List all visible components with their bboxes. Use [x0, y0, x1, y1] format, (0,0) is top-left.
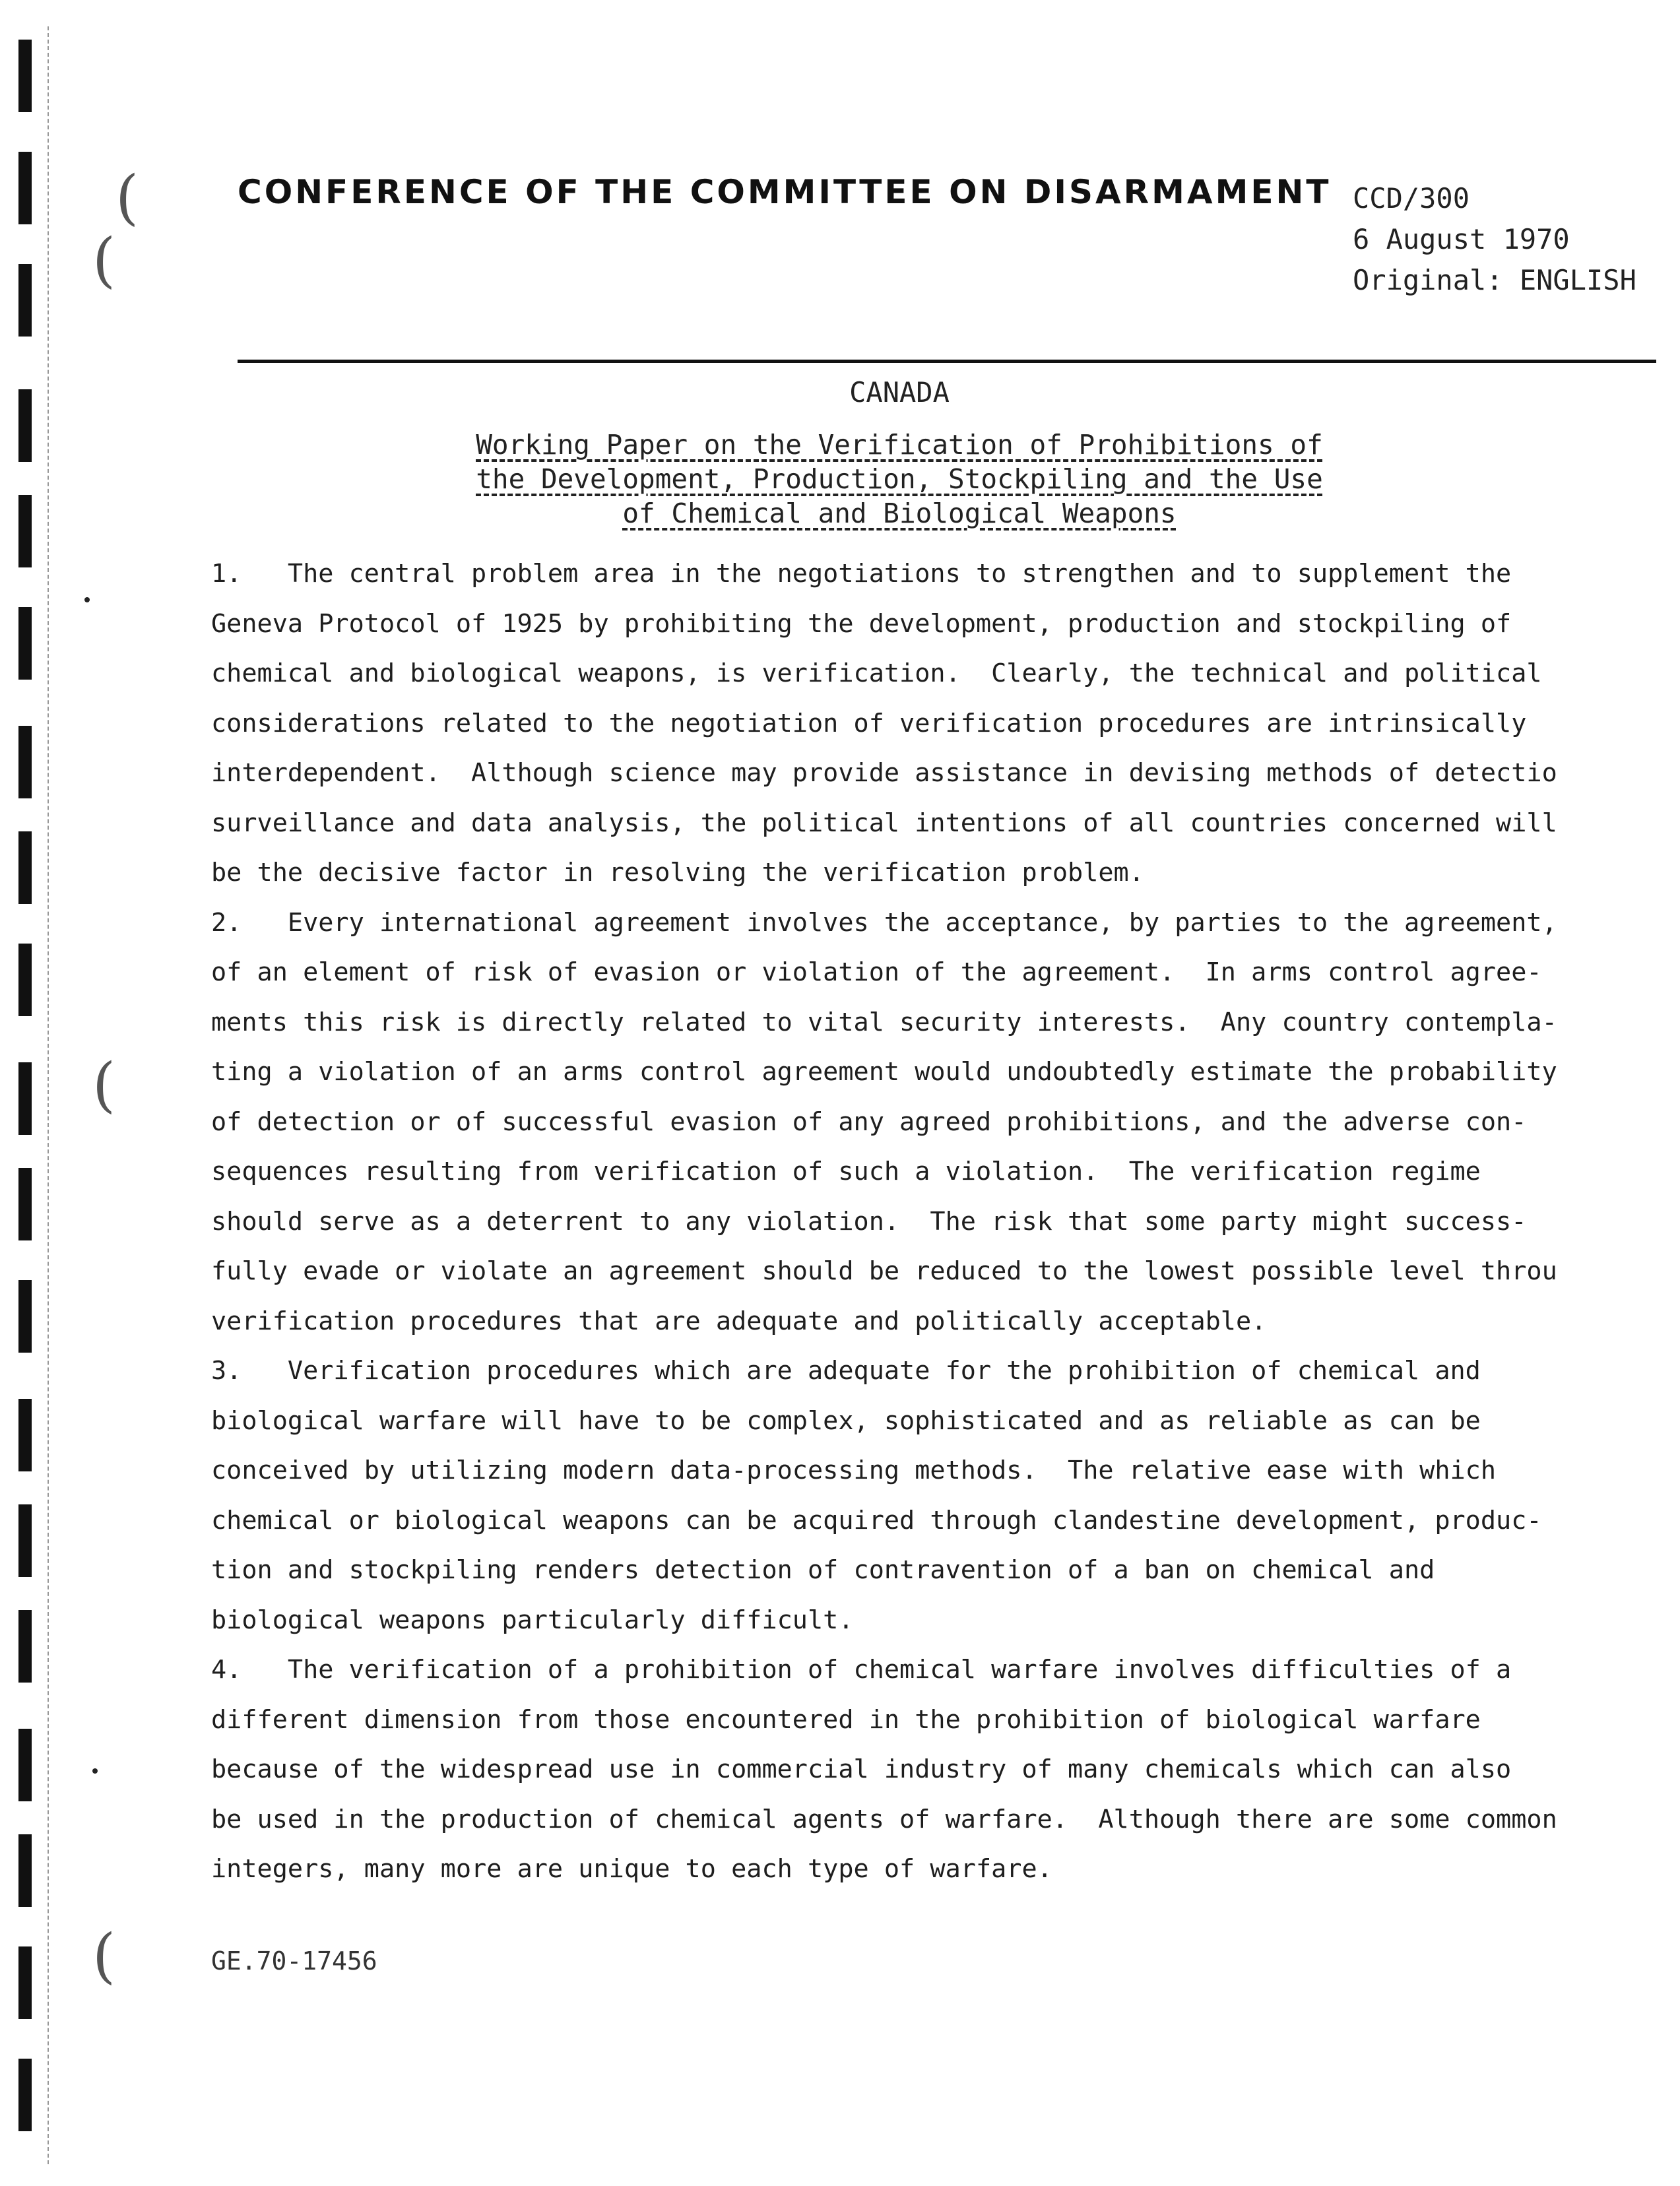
body-line: should serve as a deterrent to any violation. The risk that some party might success-: [211, 1206, 1527, 1237]
document-date: 6 August 1970: [1353, 223, 1570, 255]
document-meta: [1353, 178, 1636, 301]
body-line: surveillance and data analysis, the political intentions of all countries concerned will: [211, 808, 1557, 838]
body-line: of detection or of successful evasion of any agreed prohibitions, and the adverse con-: [211, 1107, 1527, 1137]
body-line: 1. The central problem area in the negotiations to strengthen and to supplement the: [211, 559, 1512, 589]
working-paper-title: [0, 428, 1680, 530]
scan-mark: (: [92, 1921, 116, 1991]
body-line: considerations related to the negotiation of verification procedures are intrinsically: [211, 708, 1527, 738]
scan-mark: (: [115, 163, 139, 232]
body-line: 2. Every international agreement involves the acceptance, by parties to the agreement,: [211, 907, 1557, 938]
body-line: ting a violation of an arms control agreement would undoubtedly estimate the probability: [211, 1057, 1557, 1087]
title-line: the Development, Production, Stockpiling and the Use: [476, 463, 1323, 495]
country-heading: CANADA: [849, 376, 950, 408]
title-line: Working Paper on the Verification of Prohibitions of: [476, 429, 1323, 461]
title-line: of Chemical and Biological Weapons: [622, 498, 1177, 529]
body-line: because of the widespread use in commercial industry of many chemicals which can also: [211, 1754, 1512, 1784]
body-line: conceived by utilizing modern data-processing methods. The relative ease with which: [211, 1456, 1497, 1485]
body-line: 4. The verification of a prohibition of chemical warfare involves difficulties of a: [211, 1655, 1512, 1685]
body-line: biological warfare will have to be complex, sophisticated and as reliable as can be: [211, 1405, 1481, 1436]
scan-mark: (: [92, 1050, 116, 1120]
body-line: fully evade or violate an agreement should be reduced to the lowest possible level throu: [211, 1256, 1557, 1286]
body-line: chemical and biological weapons, is verification. Clearly, the technical and political: [211, 659, 1542, 688]
document-reference-code: GE.70-17456: [211, 1946, 377, 1976]
body-line: of an element of risk of evasion or violation of the agreement. In arms control agree-: [211, 957, 1542, 987]
body-line: be used in the production of chemical agents of warfare. Although there are some common: [211, 1804, 1557, 1834]
body-line: Geneva Protocol of 1925 by prohibiting the development, production and stockpiling of: [211, 608, 1512, 639]
body-line: 3. Verification procedures which are adequate for the prohibition of chemical and: [211, 1356, 1481, 1386]
scan-speck: [92, 1768, 98, 1774]
body-line: sequences resulting from verification of such a violation. The verification regime: [211, 1157, 1481, 1186]
body-text: [211, 549, 1643, 1894]
body-line: interdependent. Although science may provide assistance in devising methods of detectio: [211, 758, 1557, 788]
body-line: chemical or biological weapons can be acquired through clandestine development, produc-: [211, 1505, 1542, 1535]
binding-punch-marks: [18, 40, 34, 2151]
scan-mark: (: [92, 226, 116, 295]
body-line: ments this risk is directly related to vital security interests. Any country contempla-: [211, 1007, 1557, 1037]
body-line: biological weapons particularly difficult.: [211, 1605, 854, 1635]
body-line: verification procedures that are adequate and politically acceptable.: [211, 1306, 1267, 1336]
scan-speck: [84, 597, 90, 602]
header-rule: [238, 360, 1656, 363]
body-line: be the decisive factor in resolving the verification problem.: [211, 858, 1144, 887]
conference-title: CONFERENCE OF THE COMMITTEE ON DISARMAMENT: [238, 173, 1332, 211]
binding-perforation-line: [48, 26, 49, 2164]
body-line: integers, many more are unique to each type of warfare.: [211, 1854, 1052, 1884]
document-original-language: Original: ENGLISH: [1353, 264, 1636, 296]
document-symbol: CCD/300: [1353, 182, 1470, 214]
body-line: different dimension from those encountered in the prohibition of biological warfare: [211, 1704, 1481, 1735]
body-line: tion and stockpiling renders detection of contravention of a ban on chemical and: [211, 1555, 1435, 1585]
